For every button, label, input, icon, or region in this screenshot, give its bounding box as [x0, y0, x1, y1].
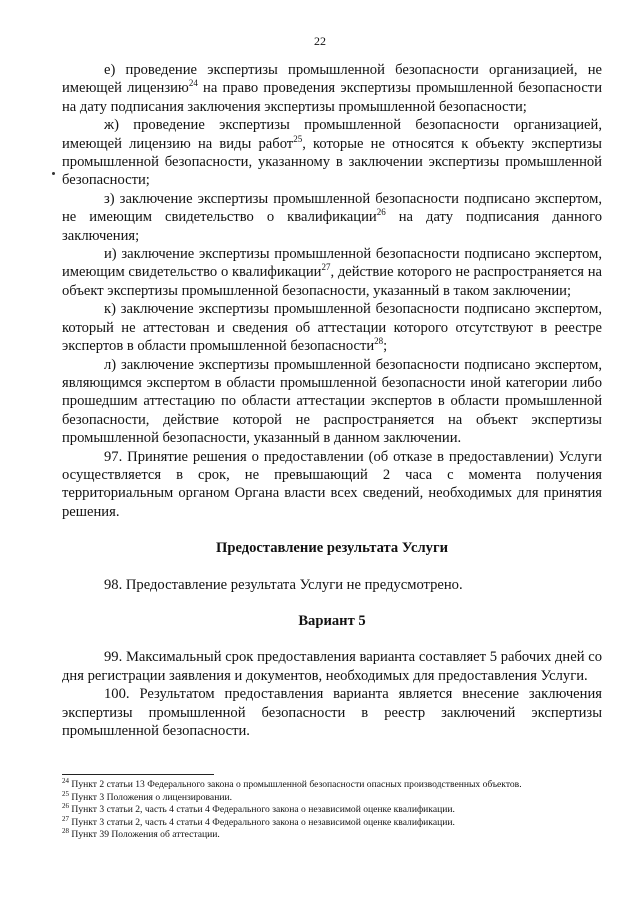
footnote-28: $^{28}$ Пункт 39 Положения об аттестации.: [62, 827, 220, 841]
footnote-ref: 26: [376, 207, 386, 218]
footnote-separator: [62, 774, 214, 775]
footnote-27: $^{27}$ Пункт 3 статьи 2, часть 4 статьи 4 Федерального закона о независимой оценке квалификации.: [62, 814, 455, 828]
section-heading-variant: Вариант 5: [298, 612, 366, 629]
footnotes: [62, 776, 602, 842]
section-heading-result: Предоставление результата Услуги: [216, 540, 448, 557]
paragraph-100: 100. Результатом предоставления варианта является внесение заключения экспертизы промышленной безопасности в реестр заключений экспертизы промышленной безопасности.: [62, 686, 602, 739]
list-item-zh: ж) проведение экспертизы промышленной безопасности организацией, имеющей лицензию на виды работ$^{25}$, которые не относятся к объекту экспертизы промышленной безопасности, указанному в заключении экспертизы промышленной безопасности;: [62, 117, 602, 189]
paragraph-99: 99. Максимальный срок предоставления варианта составляет 5 рабочих дней со дня регистрации заявления и документов, необходимых для предоставления Услуги.: [62, 649, 602, 684]
paragraph-98: 98. Предоставление результата Услуги не предусмотрено.: [104, 576, 463, 593]
list-item-z: з) заключение экспертизы промышленной безопасности подписано экспертом, не имеющим свидетельство о квалификации$^{26}$ на дату подписания данного заключения;: [62, 190, 602, 244]
footnote-24: $^{24}$ Пункт 2 статьи 13 Федерального закона о промышленной безопасности опасных производственных объектов.: [62, 776, 522, 790]
list-item-k: к) заключение экспертизы промышленной безопасности подписано экспертом, который не аттестован и сведения об аттестации которого отсутствуют в реестре экспертов в области промышленной безопасности$^{28}$;: [62, 301, 602, 355]
footnote-ref: 27: [321, 262, 331, 273]
list-item-i: и) заключение экспертизы промышленной безопасности подписано экспертом, имеющим свидетельство о квалификации$^{27}$, действие которого не распространяется на объект экспертизы промышленной безопасности, указанный в таком заключении;: [62, 246, 603, 299]
footnote-ref: 28: [374, 336, 384, 347]
footnote-ref: 24: [188, 78, 198, 89]
paragraph-97: 97. Принятие решения о предоставлении (об отказе в предоставлении) Услуги осуществляется в срок, не превышающий 2 часа с момента получения территориальным органом Органа власти всех сведений, необходимых для принятия решения.: [62, 448, 602, 520]
footnote-26: $^{26}$ Пункт 3 статьи 2, часть 4 статьи 4 Федерального закона о независимой оценке квалификации.: [62, 802, 455, 816]
footnote-25: $^{25}$ Пункт 3 Положения о лицензировании.: [62, 789, 232, 803]
page-number: 22: [314, 34, 326, 48]
scan-speck: [52, 172, 55, 175]
list-item-e: е) проведение экспертизы промышленной безопасности организацией, не имеющей лицензию$^{24}$ на право проведения экспертизы промышленной безопасности на дату подписания заключения экспертизы промышленной безопасности;: [62, 62, 602, 115]
footnote-ref: 25: [293, 133, 303, 144]
document-body: [62, 61, 602, 740]
list-item-l: л) заключение экспертизы промышленной безопасности подписано экспертом, являющимся экспертом в области промышленной безопасности иной категории либо прошедшим аттестацию по области аттестации экспертов в области промышленной безопасности, действие которой не распространяется на объект экспертизы промышленной безопасности, указанный в данном заключении.: [62, 356, 602, 447]
